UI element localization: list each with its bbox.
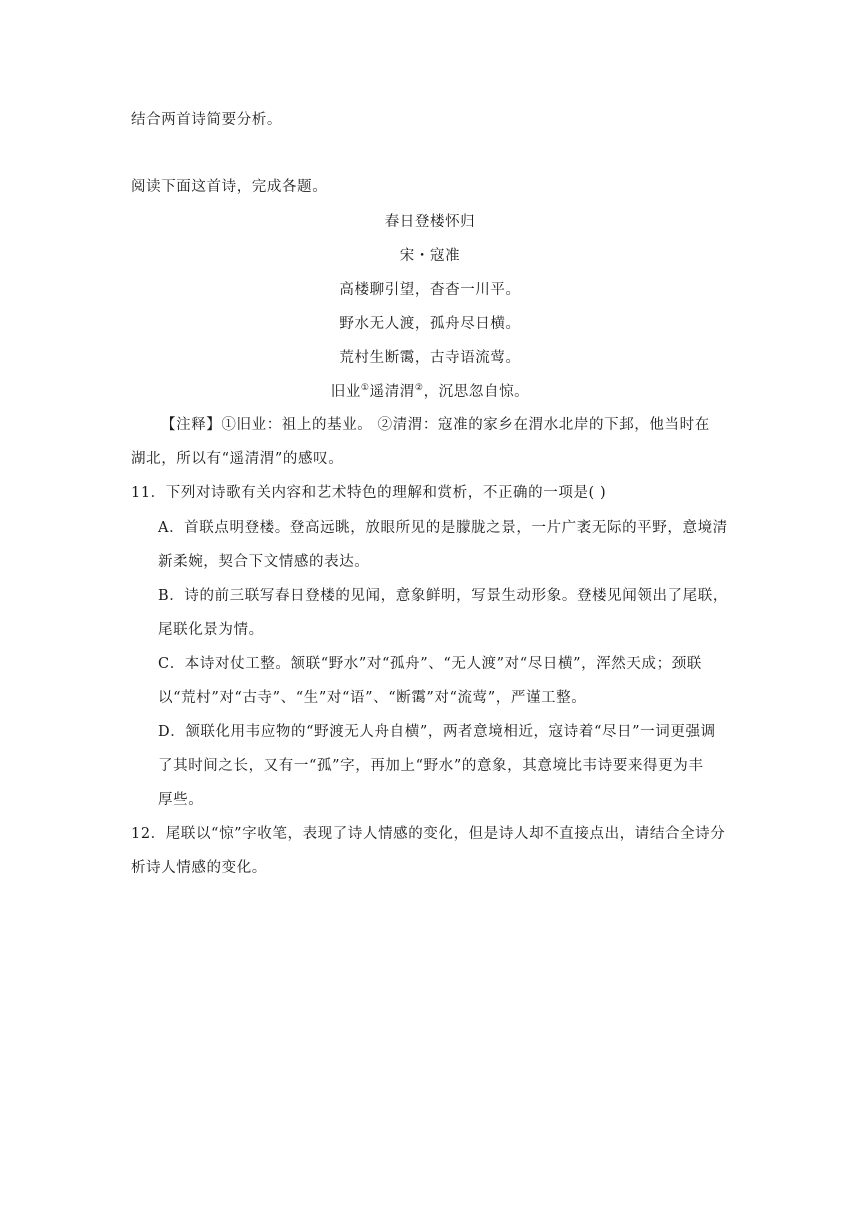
option-c-line: C．本诗对仗工整。颔联“野水”对“孤舟”、“无人渡”对“尽日横”，浑然天成；颈联 [158, 656, 702, 672]
poem-text-segment: ，沉思忽自惊。 [423, 384, 530, 400]
option-c-line: 以“荒村”对“古寺”、“生”对“语”、“断霭”对“流莺”，严谨工整。 [158, 690, 587, 706]
poem-line-last [0, 382, 860, 402]
poem-text-segment: 遥清渭 [369, 384, 415, 400]
option-a-line: 新柔婉，契合下文情感的表达。 [158, 554, 370, 570]
option-d-line: 厚些。 [158, 792, 204, 808]
option-b-line: 尾联化景为情。 [158, 622, 264, 638]
option-d-line: 了其时间之长，又有一“孤”字，再加上“野水”的意象，其意境比韦诗要来得更为丰 [158, 758, 704, 774]
question-11-stem: 11．下列对诗歌有关内容和艺术特色的理解和赏析，不正确的一项是( ) [131, 485, 607, 501]
option-d-line: D．颔联化用韦应物的“野渡无人舟自横”，两者意境相近，寇诗着“尽日”一词更强调 [158, 724, 716, 740]
poem-text-segment: 旧业 [330, 384, 361, 400]
footnote-marker: ① [360, 383, 370, 394]
poem-line: 野水无人渡，孤舟尽日横。 [339, 316, 521, 332]
option-b-line: B．诗的前三联写春日登楼的见闻，意象鲜明，写景生动形象。登楼见闻领出了尾联， [158, 588, 728, 604]
previous-question-tail: 结合两首诗简要分析。 [131, 112, 282, 128]
footnote-marker: ② [414, 383, 424, 394]
reading-instruction: 阅读下面这首诗，完成各题。 [131, 179, 328, 195]
option-a-line: A．首联点明登楼。登高远眺，放眼所见的是朦胧之景，一片广袤无际的平野，意境清 [158, 520, 728, 536]
question-12-stem: 析诗人情感的变化。 [131, 860, 267, 876]
question-12-stem: 12．尾联以“惊”字收笔，表现了诗人情感的变化，但是诗人却不直接点出，请结合全诗分 [131, 826, 726, 842]
annotation-line: 【注释】①旧业：祖上的基业。 ②清渭：寇准的家乡在渭水北岸的下邽，他当时在 [161, 417, 710, 433]
poem-line: 高楼聊引望，杳杳一川平。 [339, 282, 521, 298]
annotation-line: 湖北，所以有“遥清渭”的感叹。 [131, 451, 344, 467]
poem-title: 春日登楼怀归 [384, 214, 476, 230]
poem-line: 荒村生断霭，古寺语流莺。 [339, 350, 521, 366]
poem-author: 宋・寇准 [399, 248, 461, 264]
